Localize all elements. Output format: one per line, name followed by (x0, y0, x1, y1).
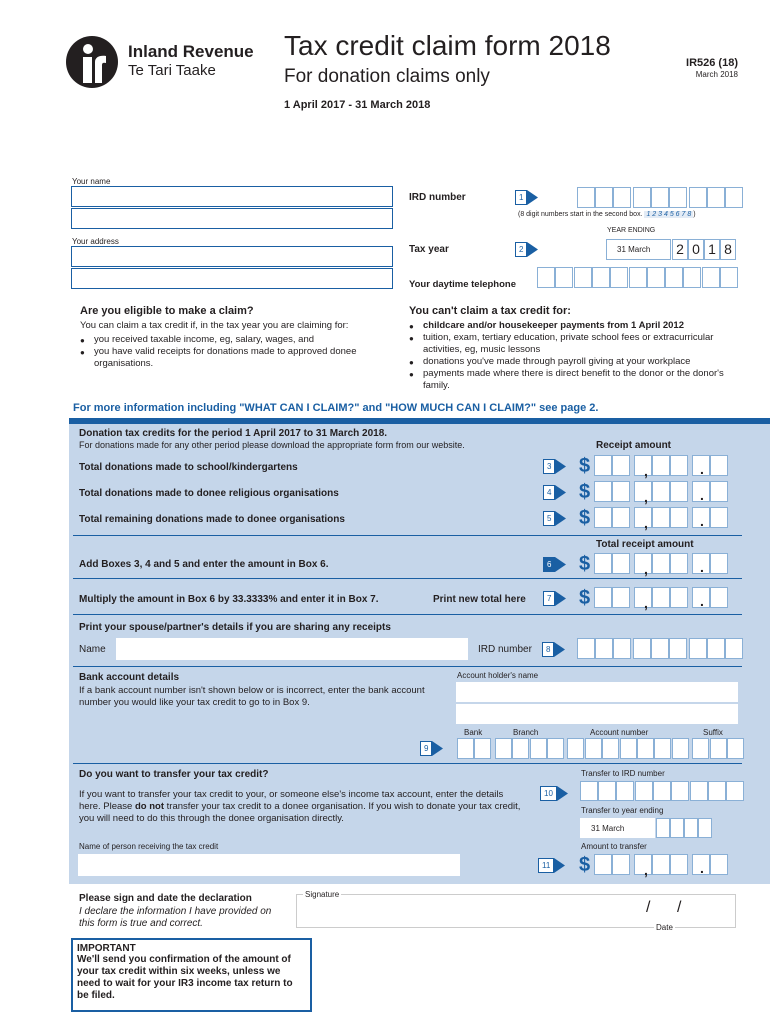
box-8-marker: 8 (542, 641, 565, 657)
declaration-heading: Please sign and date the declaration (79, 893, 252, 904)
donation-note: For donations made for any other period please download the appropriate form from our website. (79, 440, 465, 450)
ird-digit-cell[interactable] (726, 781, 744, 801)
year-digit-cell[interactable]: 0 (688, 239, 704, 260)
bank-col-label: Bank (464, 728, 483, 737)
ird-digit-cell[interactable] (635, 781, 653, 801)
box-number: 6 (543, 557, 555, 572)
box-7-marker (543, 590, 566, 606)
arrow-right-icon (555, 591, 566, 606)
amount-digit-cell[interactable] (652, 481, 670, 502)
decimal-separator: . (700, 559, 704, 575)
important-text: We'll send you confirmation of the amount of your tax credit within six weeks, unless we need to wait for your IR3 income tax return to be filed. (77, 954, 293, 1001)
holder-label: Account holder's name (457, 671, 539, 680)
box-number: 11 (538, 858, 554, 873)
list-item: ● childcare and/or housekeeper payments from 1 April 2012 (409, 320, 739, 332)
amount-digit-cell[interactable] (670, 481, 688, 502)
important-heading: IMPORTANT (77, 943, 136, 954)
spouse-name-field[interactable] (116, 638, 468, 660)
eligible-heading: Are you eligible to make a claim? (80, 305, 254, 317)
brand-name: Inland Revenue (128, 42, 254, 61)
row-label-4: Total donations made to donee religious organisations (79, 488, 339, 499)
amount-digit-cell[interactable] (634, 854, 652, 875)
amount-digit-cell[interactable] (634, 553, 652, 574)
ird-digit-cell[interactable] (577, 187, 595, 208)
bank-digit-cell[interactable] (547, 738, 564, 759)
arrow-right-icon (555, 459, 566, 474)
arrow-right-icon (527, 190, 538, 205)
year-digit-cell[interactable]: 2 (672, 239, 688, 260)
ird-digit-cell[interactable] (669, 638, 687, 659)
dollar-sign: $ (579, 854, 591, 876)
multiply-label: Multiply the amount in Box 6 by 33.3333% and enter it in Box 7. (79, 594, 379, 605)
holder-field-2[interactable] (456, 704, 738, 724)
phone-digit-cell[interactable] (537, 267, 555, 288)
amount-digit-cell[interactable] (594, 854, 612, 875)
amount-digit-cell[interactable] (670, 455, 688, 476)
year-digit-cell[interactable]: 1 (704, 239, 720, 260)
bank-digit-cell[interactable] (727, 738, 744, 759)
cannot-heading: You can't claim a tax credit for: (409, 305, 571, 317)
box-number: 7 (543, 591, 555, 606)
bank-digit-cell[interactable] (710, 738, 727, 759)
ird-digit-cell[interactable] (725, 638, 743, 659)
box-3-marker (543, 458, 566, 474)
brand-maori: Te Tari Taake (128, 62, 216, 79)
phone-digit-cell[interactable] (647, 267, 665, 288)
page-title: Tax credit claim form 2018 (284, 30, 611, 61)
bank-digit-cell[interactable] (672, 738, 689, 759)
amount-digit-cell[interactable] (710, 507, 728, 528)
divider (73, 614, 742, 615)
decimal-separator: . (700, 513, 704, 529)
amount-digit-cell[interactable] (670, 854, 688, 875)
date-label: Date (656, 923, 673, 932)
suffix-col-label: Suffix (703, 728, 723, 737)
ird-note: (8 digit numbers start in the second box. 1 2 3 4 5 6 7 8 ) (518, 211, 696, 218)
box-number: 4 (543, 485, 555, 500)
arrow-right-icon (432, 741, 443, 756)
ird-digit-cell[interactable] (595, 638, 613, 659)
declaration-text: I declare the information I have provided on this form is true and correct. (79, 906, 272, 929)
ird-digit-cell[interactable] (616, 781, 634, 801)
phone-digit-cell[interactable] (592, 267, 610, 288)
transfer-ird-label: Transfer to IRD number (581, 769, 665, 778)
donation-heading: Donation tax credits for the period 1 April 2017 to 31 March 2018. (79, 428, 388, 439)
bank-heading: Bank account details (79, 672, 180, 683)
year-digit-cell[interactable] (656, 818, 670, 838)
row-label-5: Total remaining donations made to donee organisations (79, 514, 345, 525)
ird-digit-cell[interactable] (633, 638, 651, 659)
arrow-right-icon (554, 642, 565, 657)
bank-digit-cell[interactable] (654, 738, 671, 759)
box-4-marker (543, 484, 566, 500)
tax-year-label: Tax year (409, 244, 449, 255)
name-label: Your name (72, 177, 111, 186)
decimal-separator: . (700, 860, 704, 876)
list-item: ● you received taxable income, eg, salary, wages, and (80, 334, 380, 346)
ird-digit-cell[interactable] (707, 187, 725, 208)
comma-separator: , (644, 489, 648, 505)
bank-digit-cell[interactable] (495, 738, 512, 759)
cannot-list (409, 320, 739, 392)
arrow-right-icon (555, 557, 566, 572)
box-6-marker (543, 556, 566, 572)
ird-digit-cell[interactable] (613, 638, 631, 659)
bank-digit-cell[interactable] (512, 738, 529, 759)
box-5-marker (543, 510, 566, 526)
box-number: 5 (543, 511, 555, 526)
important-box (71, 938, 312, 1012)
amount-digit-cell[interactable] (652, 553, 670, 574)
amount-digit-cell[interactable] (612, 481, 630, 502)
amount-digit-cell[interactable] (710, 553, 728, 574)
ird-digit-cell[interactable] (651, 638, 669, 659)
bank-digit-cell[interactable] (637, 738, 654, 759)
amount-digit-cell[interactable] (710, 481, 728, 502)
decimal-separator: . (700, 461, 704, 477)
amount-digit-cell[interactable] (612, 507, 630, 528)
decimal-separator: . (700, 593, 704, 609)
phone-digit-cell[interactable] (555, 267, 573, 288)
person-field[interactable] (78, 854, 460, 876)
date-slash-1: / (646, 899, 651, 916)
ird-digit-cell[interactable] (690, 781, 708, 801)
amount-digit-cell[interactable] (652, 587, 670, 608)
ird-digit-cell[interactable] (708, 781, 726, 801)
box-1-number: 1 (515, 190, 527, 205)
box-2-marker: 2 (515, 241, 538, 257)
transfer-text: If you want to transfer your tax credit to your, or someone else's income tax account, enter the details here. Please do not transfer your tax credit to a donee organisation. If you wish to donate your tax credit, you will need to do this through the donee organisation directly. (79, 789, 521, 824)
box-1-marker (515, 189, 538, 205)
signature-label: Signature (305, 890, 340, 899)
spouse-ird-label: IRD number (478, 644, 532, 655)
address-label: Your address (72, 237, 119, 246)
year-digit-cell[interactable] (698, 818, 712, 838)
ird-digit-cell[interactable] (598, 781, 616, 801)
phone-digit-cell[interactable] (720, 267, 738, 288)
year-digit-cell[interactable]: 8 (720, 239, 736, 260)
name-field-1[interactable] (71, 186, 393, 207)
spouse-name-label: Name (79, 644, 106, 655)
list-item: ● you have valid receipts for donations made to approved donee organisations. (80, 346, 380, 370)
amount-digit-cell[interactable] (612, 455, 630, 476)
form-date: March 2018 (695, 70, 738, 79)
phone-label: Your daytime telephone (409, 279, 516, 290)
row-label-3: Total donations made to school/kindergartens (79, 462, 298, 473)
amount-digit-cell[interactable] (634, 507, 652, 528)
dollar-sign: $ (579, 481, 591, 503)
person-label: Name of person receiving the tax credit (79, 842, 219, 851)
bank-digit-cell[interactable] (585, 738, 602, 759)
ird-digit-cell[interactable] (689, 638, 707, 659)
dollar-sign: $ (579, 455, 591, 477)
eligible-list (80, 334, 380, 370)
tax-year-month: 31 March (606, 239, 671, 260)
bank-digit-cell[interactable] (602, 738, 619, 759)
ird-digit-cell[interactable] (577, 638, 595, 659)
dollar-sign: $ (579, 507, 591, 529)
comma-separator: , (644, 561, 648, 577)
amount-digit-cell[interactable] (710, 455, 728, 476)
transfer-year-label: Transfer to year ending (581, 806, 664, 815)
arrow-right-icon (557, 786, 568, 801)
amount-transfer-label: Amount to transfer (581, 842, 647, 851)
comma-separator: , (644, 515, 648, 531)
bank-digit-cell[interactable] (567, 738, 584, 759)
divider (73, 535, 742, 536)
eligible-intro: You can claim a tax credit if, in the tax year you are claiming for: (80, 320, 349, 331)
transfer-year-month: 31 March (580, 818, 655, 838)
address-field-1[interactable] (71, 246, 393, 267)
amount-digit-cell[interactable] (612, 854, 630, 875)
box-11-marker (538, 857, 565, 873)
transfer-heading: Do you want to transfer your tax credit? (79, 769, 269, 780)
comma-separator: , (644, 862, 648, 878)
ird-digit-cell[interactable] (653, 781, 671, 801)
tax-period: 1 April 2017 - 31 March 2018 (284, 99, 431, 111)
bank-text: If a bank account number isn't shown below or is incorrect, enter the bank account number you would like your tax credit to go to in Box 9. (79, 685, 425, 708)
amount-digit-cell[interactable] (594, 507, 612, 528)
box-9-marker: 9 (420, 740, 443, 756)
amount-digit-cell[interactable] (594, 481, 612, 502)
arrow-right-icon (554, 858, 565, 873)
year-digit-cell[interactable] (684, 818, 698, 838)
comma-separator: , (644, 463, 648, 479)
ird-digit-cell[interactable] (651, 187, 669, 208)
bank-digit-cell[interactable] (474, 738, 491, 759)
list-item: ● payments made where there is direct benefit to the donor or the donor's family. (409, 368, 739, 392)
amount-digit-cell[interactable] (634, 587, 652, 608)
amount-digit-cell[interactable] (652, 854, 670, 875)
amount-digit-cell[interactable] (652, 507, 670, 528)
phone-digit-cell[interactable] (665, 267, 683, 288)
receipt-amount-label: Receipt amount (596, 440, 672, 451)
ird-digit-cell[interactable] (669, 187, 687, 208)
box-10-marker: 10 (540, 785, 568, 801)
bank-digit-cell[interactable] (692, 738, 709, 759)
more-info: For more information including "WHAT CAN I CLAIM?" and "HOW MUCH CAN I CLAIM?" see page 2. (73, 402, 599, 414)
ird-label: IRD number (409, 192, 466, 203)
ird-digit-cell[interactable] (707, 638, 725, 659)
divider (73, 763, 742, 764)
ird-digit-cell[interactable] (613, 187, 631, 208)
form-code: IR526 (18) (686, 57, 738, 69)
date-slash-2: / (677, 899, 682, 916)
arrow-right-icon (555, 485, 566, 500)
year-ending-label: YEAR ENDING (607, 227, 656, 234)
amount-digit-cell[interactable] (710, 587, 728, 608)
phone-digit-cell[interactable] (702, 267, 720, 288)
phone-digit-cell[interactable] (610, 267, 628, 288)
amount-digit-cell[interactable] (594, 455, 612, 476)
divider (73, 578, 742, 579)
divider (73, 666, 742, 667)
branch-col-label: Branch (513, 728, 539, 737)
amount-digit-cell[interactable] (670, 553, 688, 574)
amount-digit-cell[interactable] (612, 553, 630, 574)
phone-digit-cell[interactable] (629, 267, 647, 288)
account-col-label: Account number (590, 728, 649, 737)
bank-digit-cell[interactable] (530, 738, 547, 759)
amount-digit-cell[interactable] (670, 587, 688, 608)
total-receipt-label: Total receipt amount (596, 539, 694, 550)
list-item: ● tuition, exam, tertiary education, private school fees or extracurricular activities, eg, music lessons (409, 332, 739, 356)
amount-digit-cell[interactable] (670, 507, 688, 528)
name-field-2[interactable] (71, 208, 393, 229)
page-subtitle: For donation claims only (284, 66, 490, 87)
ird-digit-cell[interactable] (633, 187, 651, 208)
bank-digit-cell[interactable] (620, 738, 637, 759)
ird-digit-cell[interactable] (689, 187, 707, 208)
print-total-label: Print new total here (433, 594, 526, 605)
phone-digit-cell[interactable] (683, 267, 701, 288)
amount-digit-cell[interactable] (612, 587, 630, 608)
arrow-right-icon (527, 242, 538, 257)
spouse-heading: Print your spouse/partner's details if you are sharing any receipts (79, 622, 391, 633)
arrow-right-icon (555, 511, 566, 526)
amount-digit-cell[interactable] (710, 854, 728, 875)
year-digit-cell[interactable] (670, 818, 684, 838)
ird-digit-cell[interactable] (595, 187, 613, 208)
bank-digit-cell[interactable] (457, 738, 474, 759)
comma-separator: , (644, 595, 648, 611)
ir-logo (66, 36, 118, 88)
box-number: 3 (543, 459, 555, 474)
holder-field-1[interactable] (456, 682, 738, 702)
dollar-sign: $ (579, 553, 591, 575)
ird-digit-cell[interactable] (725, 187, 743, 208)
amount-digit-cell[interactable] (594, 587, 612, 608)
amount-digit-cell[interactable] (634, 455, 652, 476)
amount-digit-cell[interactable] (634, 481, 652, 502)
address-field-2[interactable] (71, 268, 393, 289)
decimal-separator: . (700, 487, 704, 503)
amount-digit-cell[interactable] (652, 455, 670, 476)
amount-digit-cell[interactable] (594, 553, 612, 574)
ird-digit-cell[interactable] (671, 781, 689, 801)
dollar-sign: $ (579, 587, 591, 609)
ird-digit-cell[interactable] (580, 781, 598, 801)
list-item: ● donations you've made through payroll giving at your workplace (409, 356, 739, 368)
phone-digit-cell[interactable] (574, 267, 592, 288)
add-label: Add Boxes 3, 4 and 5 and enter the amount in Box 6. (79, 559, 329, 570)
